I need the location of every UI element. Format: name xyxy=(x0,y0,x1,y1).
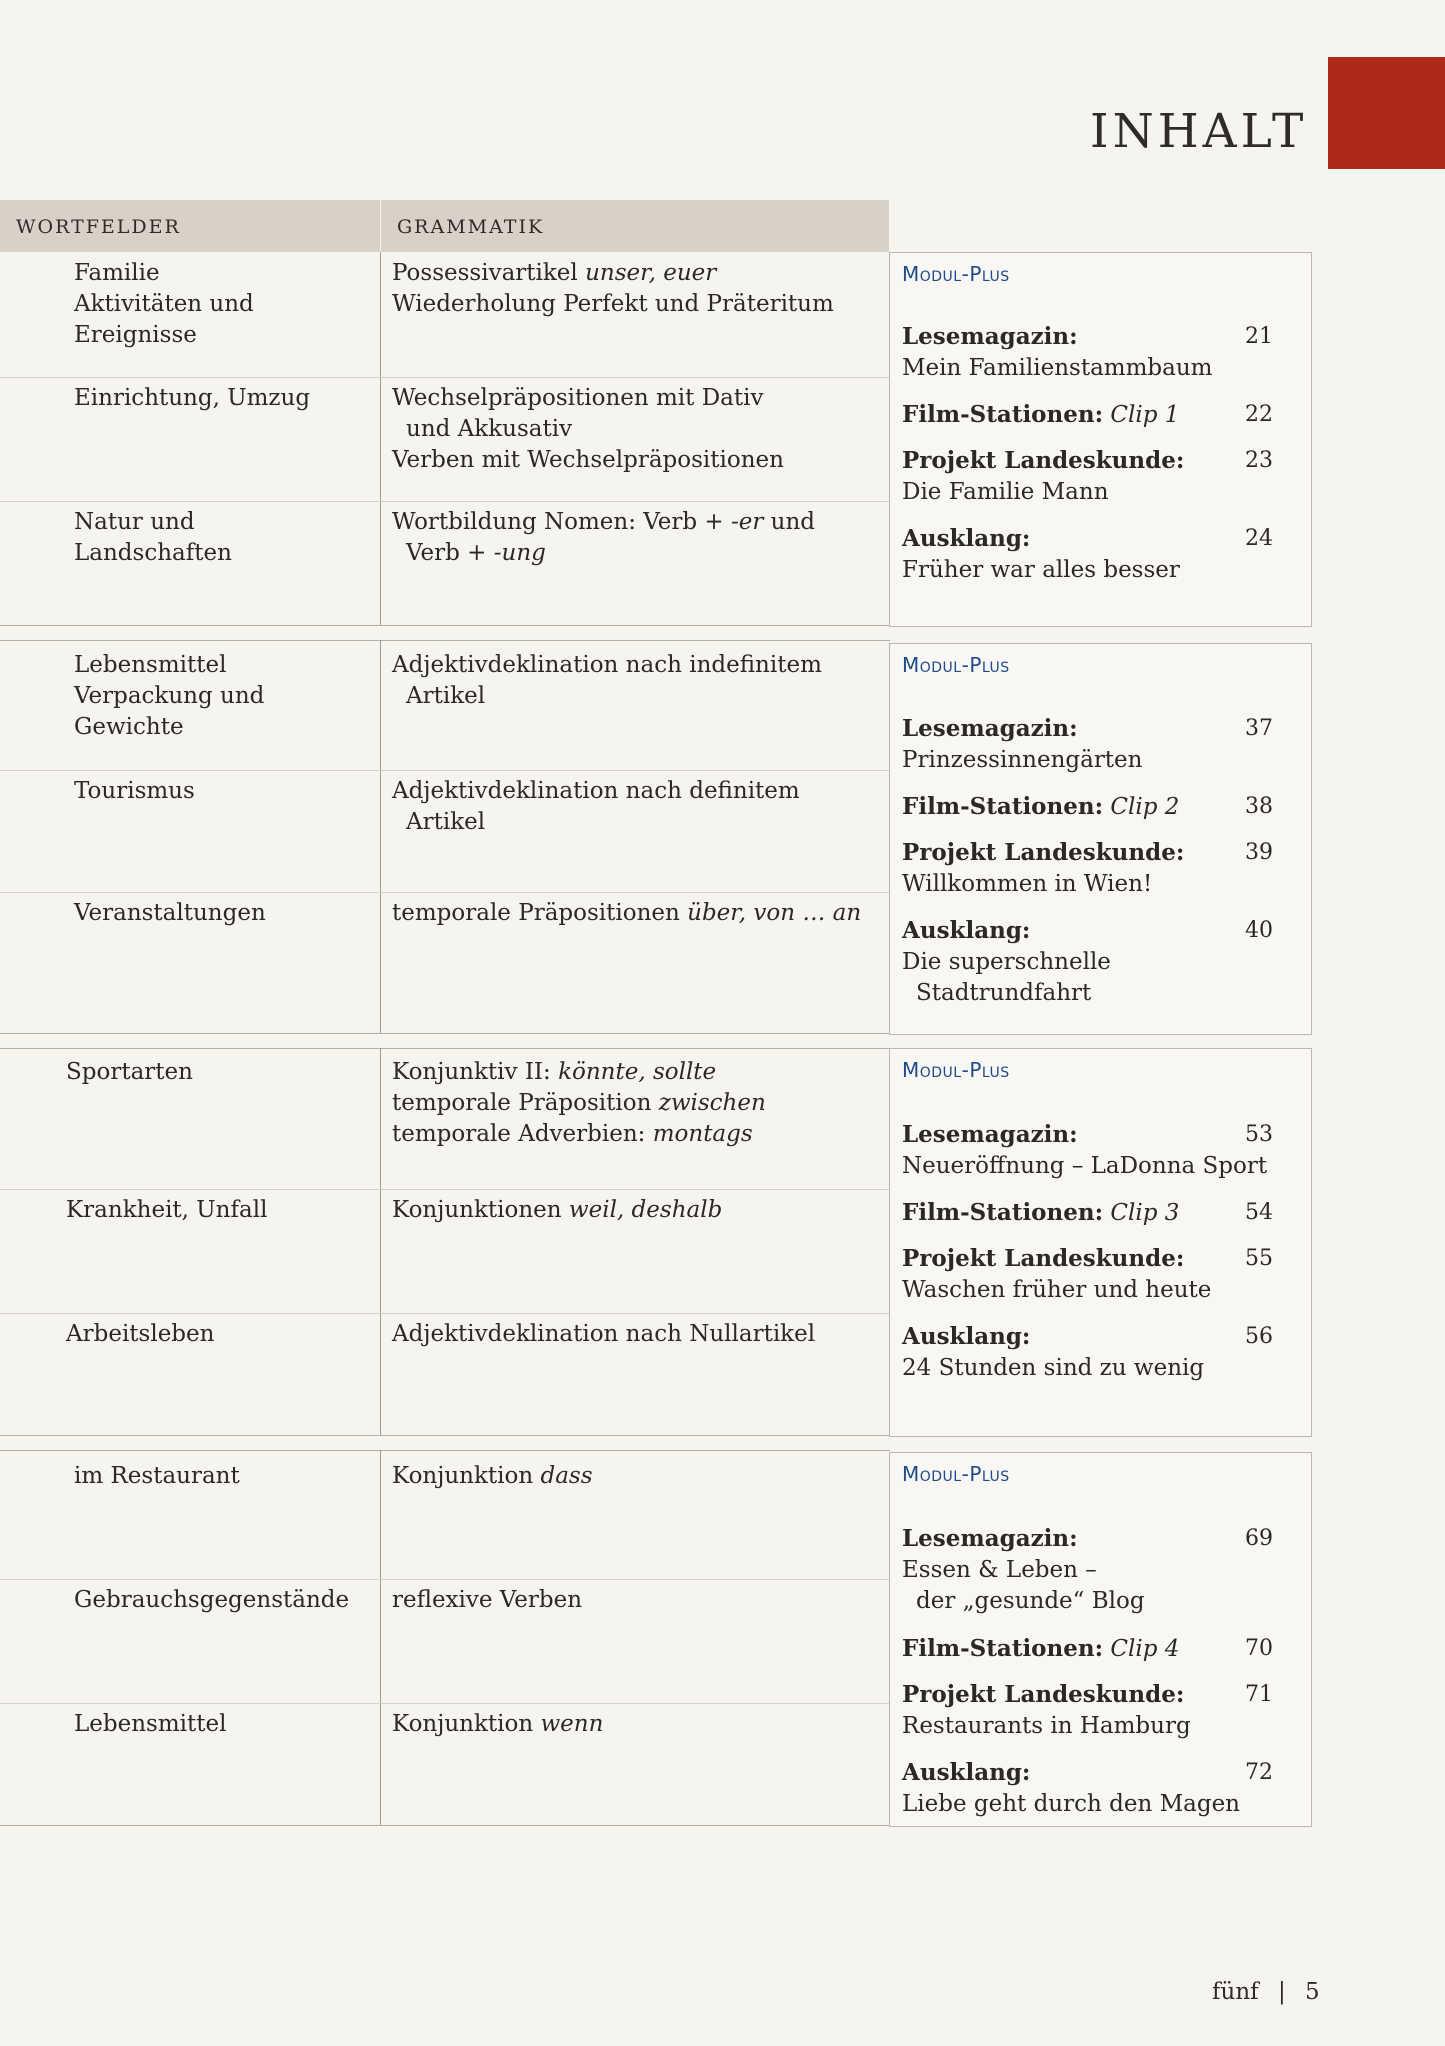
modul-entry-type: Film-Stationen: xyxy=(902,401,1104,428)
wortfeld-line: Lebensmittel xyxy=(74,1711,227,1737)
grammatik-text: Verb + xyxy=(406,540,494,566)
grammatik-italic: über, von … an xyxy=(687,900,862,926)
grammatik-cell xyxy=(392,898,861,929)
modul-entry-title: 24 Stunden sind zu wenig xyxy=(902,1355,1205,1381)
page-title: INHALT xyxy=(1090,104,1308,159)
wortfeld-cell xyxy=(66,1319,214,1350)
grammatik-text: Konjunktiv II: xyxy=(392,1059,559,1085)
wortfeld-line: Aktivitäten und xyxy=(74,291,254,317)
row-separator xyxy=(0,1189,890,1190)
wortfeld-cell xyxy=(74,776,195,807)
modul-entry-type: Film-Stationen: xyxy=(902,793,1104,820)
row-separator xyxy=(0,377,890,378)
modul-entry[interactable] xyxy=(902,791,1273,823)
modul-plus-label xyxy=(902,1462,1010,1486)
grammatik-italic: zwischen xyxy=(658,1090,766,1116)
header-grammatik xyxy=(381,200,889,252)
wortfeld-cell xyxy=(74,898,266,929)
wortfeld-line: Tourismus xyxy=(74,778,195,804)
grammatik-text: Konjunktion xyxy=(392,1463,541,1489)
grammatik-line xyxy=(392,1461,593,1492)
modul-plus-box xyxy=(889,643,1312,1035)
grammatik-text: Artikel xyxy=(406,683,486,709)
grammatik-cell xyxy=(392,507,815,569)
wortfeld-cell xyxy=(66,1195,267,1226)
modul-entry-type: Ausklang: xyxy=(902,525,1031,552)
grammatik-text: Verben mit Wechselpräpositionen xyxy=(392,447,784,473)
modul-entry-type: Lesemagazin: xyxy=(902,1525,1078,1552)
grammatik-line xyxy=(392,538,815,569)
wortfeld-line: Krankheit, Unfall xyxy=(66,1197,268,1223)
modul-entry-clip: Clip 2 xyxy=(1110,794,1180,820)
modul-entry[interactable] xyxy=(902,1523,1273,1617)
modul-entry-page: 21 xyxy=(1245,324,1273,349)
modul-entry-clip: Clip 4 xyxy=(1110,1636,1180,1662)
modul-entry[interactable] xyxy=(902,523,1273,586)
wortfeld-line: Veranstaltungen xyxy=(74,900,266,926)
wortfeld-line: Einrichtung, Umzug xyxy=(74,385,311,411)
wortfeld-line: im Restaurant xyxy=(74,1463,240,1489)
modul-plus-label xyxy=(902,1058,1010,1082)
modul-entry-title-cont: Stadtrundfahrt xyxy=(916,980,1092,1006)
header-wortfelder xyxy=(0,200,380,252)
grammatik-cell xyxy=(392,776,800,838)
grammatik-text: Konjunktion xyxy=(392,1711,541,1737)
grammatik-line xyxy=(392,1119,766,1150)
grammatik-line xyxy=(392,289,834,320)
modul-plus-label-text: Modul-Plus xyxy=(902,262,1010,286)
wortfeld-line: Natur und xyxy=(74,509,195,535)
grammatik-italic: dass xyxy=(540,1463,593,1489)
grammatik-text: Wortbildung Nomen: Verb + xyxy=(392,509,731,535)
grammatik-italic: unser, euer xyxy=(585,260,717,286)
grammatik-line xyxy=(392,1057,766,1088)
modul-entry[interactable] xyxy=(902,399,1273,431)
block-separator xyxy=(0,1435,890,1436)
modul-plus-label xyxy=(902,262,1010,286)
grammatik-line xyxy=(392,1195,722,1226)
modul-entry[interactable] xyxy=(902,1757,1273,1820)
grammatik-text: Artikel xyxy=(406,809,486,835)
modul-entry-title: Die Familie Mann xyxy=(902,479,1109,505)
block-separator xyxy=(0,1048,890,1049)
grammatik-text: Adjektivdeklination nach definitem xyxy=(392,778,800,804)
modul-entry-page: 69 xyxy=(1245,1526,1273,1551)
modul-entry-page: 55 xyxy=(1245,1246,1273,1271)
wortfeld-line: Familie xyxy=(74,260,160,286)
grammatik-text: Wechselpräpositionen mit Dativ xyxy=(392,385,764,411)
wortfeld-line: Verpackung und xyxy=(74,683,265,709)
block-separator xyxy=(0,1450,890,1451)
grammatik-line xyxy=(392,258,834,289)
modul-entry-type: Projekt Landeskunde: xyxy=(902,1681,1185,1708)
modul-entry-page: 39 xyxy=(1245,840,1273,865)
column-divider xyxy=(380,640,381,1033)
modul-entry[interactable] xyxy=(902,1679,1273,1742)
footer-word: fünf xyxy=(1212,1979,1259,2005)
modul-entry-type: Projekt Landeskunde: xyxy=(902,447,1185,474)
wortfeld-cell xyxy=(66,1057,193,1088)
modul-entry-type: Ausklang: xyxy=(902,1759,1031,1786)
grammatik-text: Konjunktionen xyxy=(392,1197,569,1223)
modul-entry-page: 71 xyxy=(1245,1682,1273,1707)
grammatik-cell xyxy=(392,1585,582,1616)
page-footer xyxy=(1212,1979,1320,2005)
modul-entry-type: Projekt Landeskunde: xyxy=(902,1245,1185,1272)
grammatik-line xyxy=(392,650,822,681)
modul-entry[interactable] xyxy=(902,1119,1273,1182)
modul-entry[interactable] xyxy=(902,445,1273,508)
grammatik-text: Adjektivdeklination nach indefinitem xyxy=(392,652,822,678)
wortfeld-line: Lebensmittel xyxy=(74,652,227,678)
modul-entry-page: 37 xyxy=(1245,716,1273,741)
block-separator xyxy=(0,1825,890,1826)
modul-entry[interactable] xyxy=(902,1243,1273,1306)
modul-entry-page: 72 xyxy=(1245,1760,1273,1785)
grammatik-line xyxy=(392,776,800,807)
grammatik-line xyxy=(392,681,822,712)
modul-plus-box xyxy=(889,1452,1312,1827)
modul-plus-label xyxy=(902,653,1010,677)
wortfeld-cell xyxy=(74,650,264,743)
modul-entry-page: 40 xyxy=(1245,918,1273,943)
modul-entry-type: Lesemagazin: xyxy=(902,1121,1078,1148)
grammatik-text: und xyxy=(763,509,816,535)
grammatik-cell xyxy=(392,1709,603,1740)
chapter-color-tab xyxy=(1328,57,1445,169)
block-separator xyxy=(0,1033,890,1034)
modul-entry-page: 70 xyxy=(1245,1636,1273,1661)
grammatik-line xyxy=(392,445,784,476)
modul-plus-box xyxy=(889,1048,1312,1437)
grammatik-italic: weil, deshalb xyxy=(568,1197,723,1223)
column-divider xyxy=(380,1048,381,1435)
modul-entry-clip: Clip 3 xyxy=(1110,1200,1180,1226)
wortfeld-cell xyxy=(74,1709,226,1740)
modul-entry-page: 53 xyxy=(1245,1122,1273,1147)
row-separator xyxy=(0,501,890,502)
wortfeld-cell xyxy=(74,1585,349,1616)
wortfeld-line: Landschaften xyxy=(74,540,232,566)
modul-entry-title: Die superschnelle xyxy=(902,949,1111,975)
grammatik-cell xyxy=(392,1461,593,1492)
modul-entry-title: Prinzessinnengärten xyxy=(902,747,1143,773)
wortfeld-cell xyxy=(74,507,232,569)
grammatik-cell xyxy=(392,650,822,712)
grammatik-line xyxy=(392,1319,815,1350)
row-separator xyxy=(0,770,890,771)
modul-entry-type: Film-Stationen: xyxy=(902,1635,1104,1662)
grammatik-line xyxy=(392,1709,603,1740)
modul-entry-page: 24 xyxy=(1245,526,1273,551)
modul-plus-box xyxy=(889,252,1312,627)
modul-entry[interactable] xyxy=(902,321,1273,384)
wortfeld-line: Gebrauchsgegenstände xyxy=(74,1587,350,1613)
row-separator xyxy=(0,1703,890,1704)
grammatik-line xyxy=(392,1088,766,1119)
grammatik-text: Possessivartikel xyxy=(392,260,586,286)
footer-page-number: 5 xyxy=(1305,1979,1320,2005)
grammatik-italic: -er xyxy=(730,509,764,535)
modul-entry-clip: Clip 1 xyxy=(1110,402,1180,428)
grammatik-italic: -ung xyxy=(493,540,546,566)
grammatik-line xyxy=(392,507,815,538)
grammatik-cell xyxy=(392,1057,766,1150)
wortfeld-line: Gewichte xyxy=(74,714,184,740)
grammatik-cell xyxy=(392,258,834,320)
row-separator xyxy=(0,892,890,893)
grammatik-text: Wiederholung Perfekt und Präteritum xyxy=(392,291,834,317)
wortfeld-line: Ereignisse xyxy=(74,322,197,348)
grammatik-italic: wenn xyxy=(540,1711,604,1737)
modul-entry[interactable] xyxy=(902,1197,1273,1229)
grammatik-cell xyxy=(392,1195,722,1226)
grammatik-cell xyxy=(392,383,784,476)
column-divider xyxy=(380,1450,381,1825)
grammatik-italic: montags xyxy=(652,1121,753,1147)
modul-entry-type: Projekt Landeskunde: xyxy=(902,839,1185,866)
modul-plus-label-text: Modul-Plus xyxy=(902,653,1010,677)
modul-entry-page: 22 xyxy=(1245,402,1273,427)
wortfeld-line: Sportarten xyxy=(66,1059,193,1085)
grammatik-italic: könnte, sollte xyxy=(558,1059,717,1085)
modul-entry[interactable] xyxy=(902,713,1273,776)
modul-entry-type: Ausklang: xyxy=(902,1323,1031,1350)
grammatik-text: reflexive Verben xyxy=(392,1587,583,1613)
modul-entry-type: Lesemagazin: xyxy=(902,715,1078,742)
column-divider xyxy=(380,252,381,625)
modul-entry-type: Ausklang: xyxy=(902,917,1031,944)
modul-plus-label-text: Modul-Plus xyxy=(902,1058,1010,1082)
header-grammatik-label: GRAMMATIK xyxy=(397,216,545,238)
grammatik-text: und Akkusativ xyxy=(406,416,573,442)
grammatik-text: temporale Präpositionen xyxy=(392,900,688,926)
modul-entry-page: 56 xyxy=(1245,1324,1273,1349)
modul-entry-title: Neueröffnung – LaDonna Sport xyxy=(902,1153,1268,1179)
grammatik-cell xyxy=(392,1319,815,1350)
modul-entry-page: 38 xyxy=(1245,794,1273,819)
wortfeld-line: Arbeitsleben xyxy=(66,1321,215,1347)
footer-separator: | xyxy=(1277,1979,1286,2005)
wortfeld-cell xyxy=(74,258,254,351)
modul-entry-page: 54 xyxy=(1245,1200,1273,1225)
header-wortfelder-label: WORTFELDER xyxy=(16,216,181,238)
grammatik-line xyxy=(392,898,861,929)
grammatik-line xyxy=(392,1585,582,1616)
modul-entry-title: Essen & Leben – xyxy=(902,1557,1097,1583)
modul-entry[interactable] xyxy=(902,915,1273,1009)
grammatik-text: temporale Adverbien: xyxy=(392,1121,653,1147)
grammatik-line xyxy=(392,383,784,414)
grammatik-text: temporale Präposition xyxy=(392,1090,659,1116)
modul-plus-label-text: Modul-Plus xyxy=(902,1462,1010,1486)
modul-entry-title-cont: der „gesunde“ Blog xyxy=(916,1588,1145,1614)
modul-entry-title: Mein Familienstammbaum xyxy=(902,355,1213,381)
block-separator xyxy=(0,625,890,626)
grammatik-text: Adjektivdeklination nach Nullartikel xyxy=(392,1321,816,1347)
modul-entry-page: 23 xyxy=(1245,448,1273,473)
wortfeld-cell xyxy=(74,383,310,414)
modul-entry[interactable] xyxy=(902,1321,1273,1384)
modul-entry[interactable] xyxy=(902,837,1273,900)
grammatik-line xyxy=(392,807,800,838)
modul-entry-title: Früher war alles besser xyxy=(902,557,1180,583)
row-separator xyxy=(0,1579,890,1580)
modul-entry[interactable] xyxy=(902,1633,1273,1665)
modul-entry-title: Waschen früher und heute xyxy=(902,1277,1212,1303)
grammatik-line xyxy=(392,414,784,445)
row-separator xyxy=(0,1313,890,1314)
wortfeld-cell xyxy=(74,1461,240,1492)
modul-entry-title: Restaurants in Hamburg xyxy=(902,1713,1191,1739)
modul-entry-type: Film-Stationen: xyxy=(902,1199,1104,1226)
modul-entry-type: Lesemagazin: xyxy=(902,323,1078,350)
modul-entry-title: Willkommen in Wien! xyxy=(902,871,1153,897)
block-separator xyxy=(0,640,890,641)
modul-entry-title: Liebe geht durch den Magen xyxy=(902,1791,1240,1817)
